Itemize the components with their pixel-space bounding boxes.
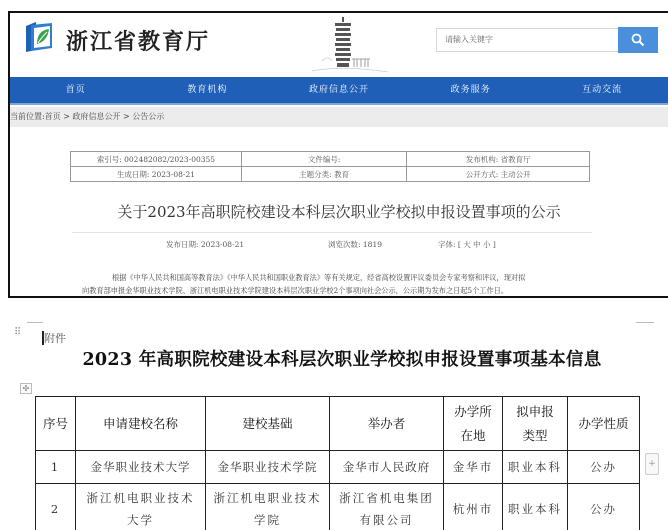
site-header — [10, 13, 668, 77]
meta-publisher: 发布机构: 省教育厅 — [407, 152, 590, 167]
web-page-frame — [8, 11, 668, 298]
title-divider — [72, 232, 592, 233]
col-header-location: 办学所 在地 — [444, 397, 503, 451]
col-header-nature: 办学性质 — [568, 397, 640, 451]
breadcrumb: 当前位置:首页 > 政府信息公开 > 公告公示 — [10, 107, 668, 127]
col-header-school-name: 申请建校名称 — [76, 397, 206, 451]
cell-organizer[interactable]: 金华市人民政府 — [330, 451, 444, 484]
cell-nature[interactable]: 公办 — [568, 484, 640, 530]
font-size-selector[interactable]: 字体: [ 大 中 小 ] — [438, 240, 496, 249]
ministry-logo-icon[interactable] — [22, 20, 56, 54]
document-meta-table — [70, 151, 590, 182]
meta-index-no: 索引号: 002482082/2023-00355 — [71, 152, 242, 167]
main-nav — [10, 77, 668, 105]
nav-item-home[interactable]: 首页 — [65, 85, 86, 95]
attachment-label: 附件 — [44, 332, 66, 345]
site-title: 浙江省教育厅 — [66, 29, 211, 55]
col-header-type: 拟申报 类型 — [503, 397, 568, 451]
nav-item-services[interactable]: 政务服务 — [450, 85, 491, 95]
article-paragraph: 根据《中华人民共和国高等教育法》《中华人民共和国职业教育法》等有关规定，经省高校设置评议委员会专家考察和评议，现对拟 — [112, 273, 526, 282]
block-drag-handle-icon[interactable]: ⠿ — [14, 327, 23, 338]
article-body — [82, 271, 622, 297]
search-input[interactable]: 请输入关键字 — [436, 28, 618, 52]
table-header-row — [36, 397, 640, 451]
school-info-table — [35, 396, 640, 530]
margin-corner-mark — [636, 322, 654, 323]
col-header-no: 序号 — [36, 397, 76, 451]
cell-no[interactable]: 2 — [36, 484, 76, 530]
cell-type[interactable]: 职业本科 — [503, 451, 568, 484]
pagoda-illustration-icon — [302, 15, 390, 75]
margin-corner-mark — [27, 322, 43, 323]
cell-basis[interactable]: 浙江机电职业技术 学院 — [206, 484, 330, 530]
meta-topic: 主题分类: 教育 — [241, 167, 407, 182]
meta-created-date: 生成日期: 2023-08-21 — [71, 167, 242, 182]
col-header-organizer: 举办者 — [330, 397, 444, 451]
table-row — [36, 451, 640, 484]
article-paragraph: 向教育部申报金华职业技术学院、浙江机电职业技术学院建设本科层次职业学校2个事项向社会公示，公示期为发布之日起5个工作日。 — [82, 286, 509, 295]
nav-item-institutions[interactable]: 教育机构 — [187, 85, 228, 95]
search-button[interactable] — [618, 27, 658, 53]
search-icon — [631, 33, 645, 47]
article-title: 关于2023年高职院校建设本科层次职业学校拟申报设置事项的公示 — [117, 203, 561, 221]
cell-school-name[interactable]: 金华职业技术大学 — [76, 451, 206, 484]
document-title: 2023 年高职院校建设本科层次职业学校拟申报设置事项基本信息 — [82, 350, 602, 370]
cell-location[interactable]: 金华市 — [444, 451, 503, 484]
publish-date: 发布日期: 2023-08-21 — [166, 240, 245, 249]
cell-location[interactable]: 杭州市 — [444, 484, 503, 530]
view-count: 浏览次数: 1819 — [328, 240, 382, 249]
cell-nature[interactable]: 公办 — [568, 451, 640, 484]
meta-disclosure: 公开方式: 主动公开 — [407, 167, 590, 182]
cell-organizer[interactable]: 浙江省机电集团 有限公司 — [330, 484, 444, 530]
add-column-button[interactable]: + — [645, 453, 659, 475]
nav-item-interaction[interactable]: 互动交流 — [582, 85, 623, 95]
cell-school-name[interactable]: 浙江机电职业技术 大学 — [76, 484, 206, 530]
meta-doc-no: 文件编号: — [241, 152, 407, 167]
col-header-basis: 建校基础 — [206, 397, 330, 451]
table-move-handle-icon[interactable]: ✣ — [20, 383, 32, 394]
cell-type[interactable]: 职业本科 — [503, 484, 568, 530]
table-row — [36, 484, 640, 530]
nav-item-gov-info[interactable]: 政府信息公开 — [308, 85, 369, 95]
cell-basis[interactable]: 金华职业技术学院 — [206, 451, 330, 484]
cell-no[interactable]: 1 — [36, 451, 76, 484]
